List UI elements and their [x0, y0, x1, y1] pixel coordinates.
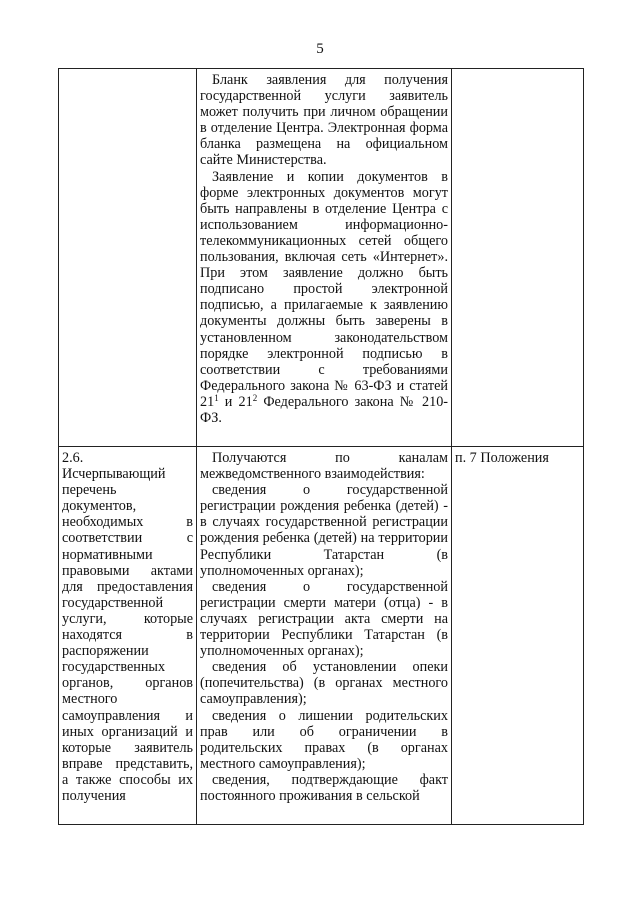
document-table — [58, 68, 584, 825]
regulation-reference: п. 7 Положения — [455, 450, 549, 466]
row1-paragraph-1: Бланк заявления для получения государственной услуги заявитель может получить при личном обращении в отделение Центра. Электронная форма бланка размещена на официальном сайте Министерства. — [200, 72, 448, 169]
section-number: 2.6. — [62, 450, 84, 466]
row2-paragraph-3: сведения о государственной регистрации смерти матери (отца) - в случаях регистрации акта смерти на территории Республики Татарстан (в уполномоченных органах); — [200, 578, 448, 660]
row1-col1-cell — [59, 69, 197, 447]
superscript-1: 1 — [214, 392, 219, 403]
table-row — [59, 69, 584, 447]
row2-paragraph-2: сведения о государственной регистрации рождения ребенка (детей) - в случаях государственной регистрации рождения ребенка (детей) на территории Республики Татарстан (в уполномоченных органах); — [200, 482, 448, 579]
section-title: Исчерпывающий перечень документов, необходимых в соответствии с нормативными правовыми актами для предоставления государственной услуги, которые находятся в распоряжении государственных органов, органов местного самоуправления и иных организаций и которые заявитель вправе представить, а также способы их получения — [62, 466, 193, 804]
table-row — [59, 447, 584, 825]
row1-col2-cell — [197, 69, 452, 447]
row2-col2-cell — [197, 447, 452, 825]
row1-paragraph-2-mid: и 21 — [218, 393, 253, 410]
row2-col3-cell — [452, 447, 584, 825]
page-number: 5 — [316, 41, 324, 57]
row2-paragraph-4: сведения об установлении опеки (попечительства) (в органах местного самоуправления); — [200, 659, 448, 708]
row2-paragraph-1: Получаются по каналам межведомственного взаимодействия: — [200, 450, 448, 483]
row2-col1-cell — [59, 447, 197, 825]
row1-paragraph-2-tail: Федерального закона № 210-ФЗ. — [200, 393, 449, 426]
superscript-2: 2 — [252, 392, 258, 403]
row1-paragraph-2 — [200, 169, 448, 427]
row2-paragraph-6: сведения, подтверждающие факт постоянного проживания в сельской — [200, 771, 448, 804]
row2-paragraph-5: сведения о лишении родительских прав или об ограничении в родительских правах (в органах местного самоуправления); — [200, 707, 448, 772]
row1-col3-cell — [452, 69, 584, 447]
row1-paragraph-2-text: Заявление и копии документов в форме электронных документов могут быть направлены в отделение Центра с использованием информационно-телекоммуникационных сетей общего пользования, включая сеть «Интернет». При этом заявление должно быть подписано простой электронной подписью, а прилагаемые к заявлению документы должны быть заверены в установленном законодательством порядке электронной подписью в соответствии с требованиями Федерального закона № 63-ФЗ и статей 21 — [200, 168, 448, 410]
